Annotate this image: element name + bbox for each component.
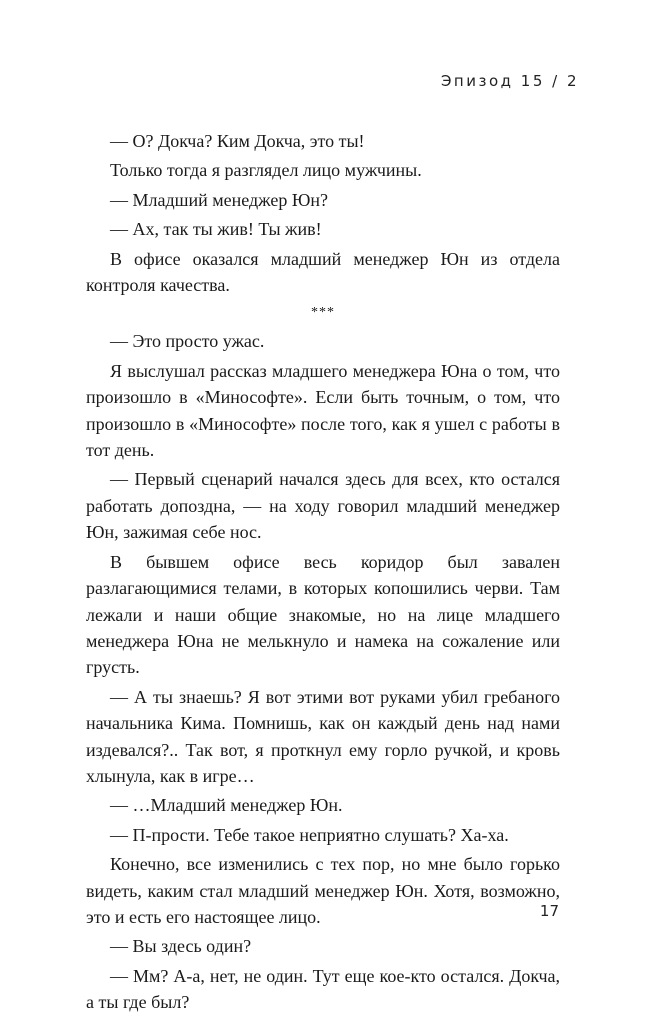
- paragraph: — Это просто ужас.: [110, 331, 265, 352]
- page-number: 17: [539, 902, 559, 920]
- paragraph: В офисе оказался младший менеджер Юн из отдела контроля качества.: [86, 248, 560, 296]
- paragraph: — …Младший менеджер Юн.: [110, 795, 343, 816]
- paragraph: — А ты знаешь? Я вот этими вот руками убил гребаного начальника Кима. Помнишь, как он каждый день над нами издевался?.. Так вот, я проткнул ему горло ручкой, и кровь хлынула, как в игре…: [86, 686, 560, 786]
- paragraph: — Первый сценарий начался здесь для всех, кто остался работать допоздна, — на ходу говорил младший менеджер Юн, зажимая себе нос.: [86, 469, 560, 543]
- paragraph: В бывшем офисе весь коридор был завален разлагающимися телами, в которых копошились черви. Там лежали и наши общие знакомые, но на лице младшего менеджера Юна не мелькнуло и намека на сожаление или грусть.: [86, 551, 560, 678]
- section-break: ***: [311, 305, 335, 321]
- paragraph: Я выслушал рассказ младшего менеджера Юна о том, что произошло в «Минософте». Если быть точным, о том, что произошло в «Минософте» после того, как я ушел с работы в тот день.: [86, 360, 560, 461]
- paragraph: — Младший менеджер Юн?: [110, 189, 328, 210]
- running-header: Эпизод 15 / 2: [440, 72, 579, 90]
- paragraph: — Мм? А-а, нет, не один. Тут еще кое-кто остался. Докча, а ты где был?: [86, 965, 560, 1013]
- paragraph: — Ах, так ты жив! Ты жив!: [110, 219, 322, 240]
- paragraph: Конечно, все изменились с тех пор, но мне было горько видеть, каким стал младший менеджер Юн. Хотя, возможно, это и есть его настоящее лицо.: [86, 854, 560, 927]
- page-body: [86, 128, 560, 1016]
- paragraph: — О? Докча? Ким Докча, это ты!: [110, 131, 365, 151]
- paragraph: — П-прости. Тебе такое неприятно слушать? Ха-ха.: [110, 824, 509, 845]
- paragraph: — Вы здесь один?: [110, 936, 252, 957]
- paragraph: Только тогда я разглядел лицо мужчины.: [110, 160, 422, 181]
